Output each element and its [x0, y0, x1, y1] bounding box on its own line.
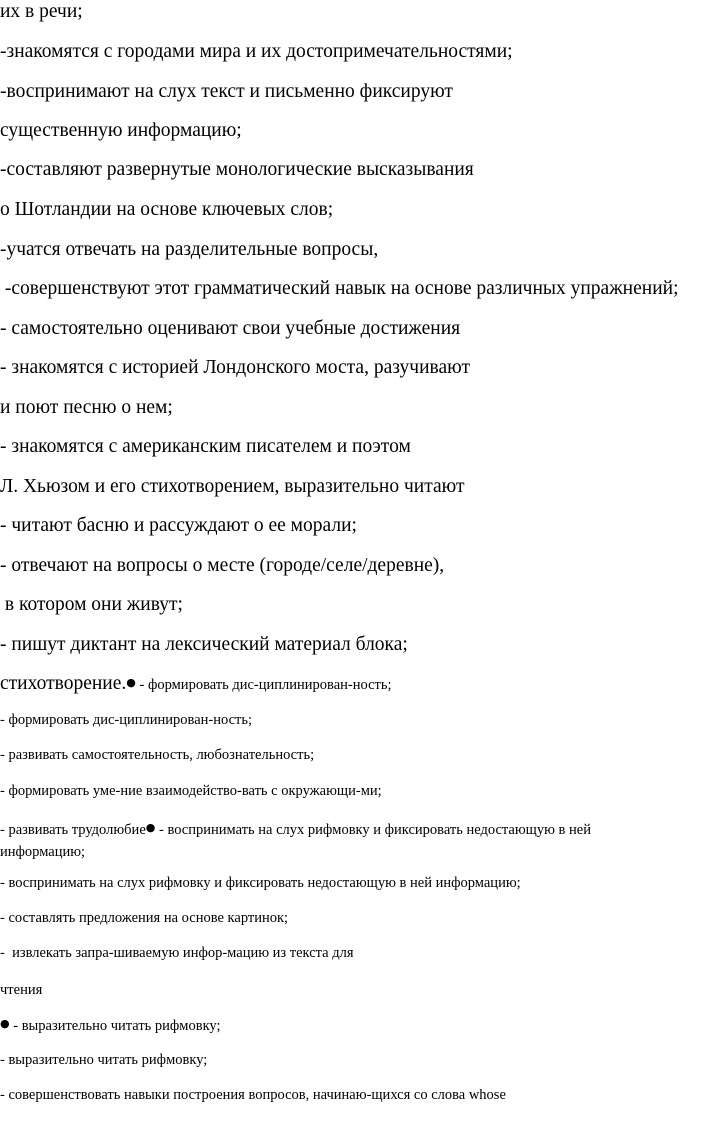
bullet-line-text: - выразительно читать рифмовку; [9, 1018, 221, 1034]
text-line: чтения [0, 982, 43, 998]
text-line: - формировать уме-ние взаимодейство-вать с окружающи-ми; [0, 783, 382, 799]
bullet-icon: ● [145, 821, 156, 834]
text-line: - выразительно читать рифмовку; [0, 1052, 208, 1068]
wrapped-line [0, 817, 640, 863]
text-line: -учатся отвечать на разделительные вопросы, [0, 239, 379, 260]
bullet-icon: ● [0, 1017, 10, 1030]
text-line: - знакомятся с американским писателем и поэтом [0, 436, 411, 457]
text-line: существенную информацию; [0, 120, 242, 141]
mixed-line-small-part: - формировать дис-циплинирован-ность; [135, 677, 392, 693]
text-line: их в речи; [0, 1, 83, 22]
text-line: -составляют развернутые монологические высказывания [0, 159, 474, 180]
text-line: - формировать дис-циплинирован-ность; [0, 712, 253, 728]
text-line: - развивать самостоятельность, любознательность; [0, 747, 315, 763]
text-line: -совершенствуют этот грамматический навык на основе различных упражнений; [0, 278, 679, 299]
text-line: - читают басню и рассуждают о ее морали; [0, 515, 357, 536]
wrapped-line-part1: - развивать трудолюбие [0, 822, 146, 838]
text-line: - совершенствовать навыки построения вопросов, начинаю-щихся со слова whose [0, 1087, 506, 1103]
mixed-line-big-part: стихотворение. [0, 673, 127, 694]
bullet-line [0, 1018, 221, 1034]
text-line: - самостоятельно оценивают свои учебные достижения [0, 318, 461, 339]
text-line: - знакомятся с историей Лондонского моста, разучивают [0, 357, 470, 378]
text-line: - отвечают на вопросы о месте (городе/селе/деревне), [0, 555, 445, 576]
text-line: в котором они живут; [0, 594, 183, 615]
text-line: о Шотландии на основе ключевых слов; [0, 199, 334, 220]
text-line: -знакомятся с городами мира и их достопримечательностями; [0, 41, 513, 62]
wrapped-line-part2: - воспринимать на слух рифмовку и фиксировать недостающую в ней информацию; [0, 822, 591, 860]
text-line: - извлекать запра-шиваемую инфор-мацию из текста для [0, 945, 354, 961]
text-line: - составлять предложения на основе картинок; [0, 910, 289, 926]
text-line: и поют песню о нем; [0, 397, 173, 418]
bullet-icon: ● [126, 676, 136, 689]
text-line: - воспринимать на слух рифмовку и фиксировать недостающую в ней информацию; [0, 875, 521, 891]
text-line: -воспринимают на слух текст и письменно фиксируют [0, 81, 453, 102]
text-line: - пишут диктант на лексический материал блока; [0, 634, 408, 655]
mixed-line [0, 674, 392, 694]
text-line: Л. Хьюзом и его стихотворением, выразительно читают [0, 476, 465, 497]
